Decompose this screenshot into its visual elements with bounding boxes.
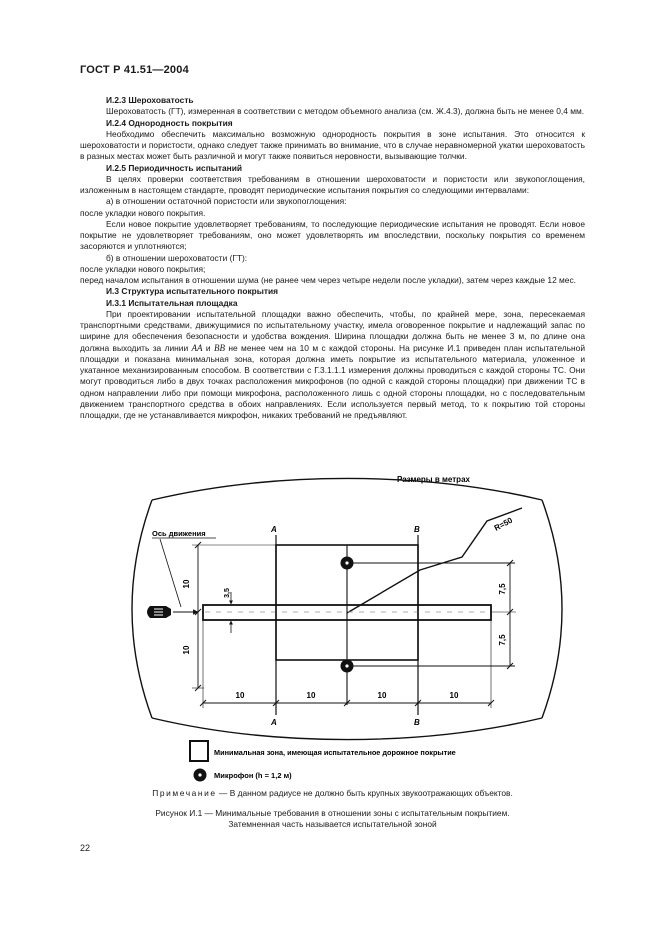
line-bb-ref: ВВ [214,342,225,353]
zone-strip [203,605,491,620]
dim-tick [488,700,494,706]
legend-microphone-dot [198,773,201,776]
section-heading: И.2.3 Шероховатость [106,95,194,105]
microphone-top-dot [345,561,348,564]
legend-zone-icon [190,741,208,761]
radius-arc-bottom [152,718,542,740]
paragraph-text: При проектировании испытательной площадки важно обеспечить, чтобы, по крайней мере, зона, пересекаемая транспортными средствами, движущимися по испытательному участку, имела оговоренное покрытие и надлежащий запас по ширине для обеспечения безопасности и удобства вождения. Ширина площадки должна быть не менее 3 м, по длине она должна выходить за линии [80,308,585,353]
microphone-top-icon [341,557,354,570]
section-heading: И.3.1 Испытательная площадка [106,297,238,308]
page-number: 22 [80,843,91,853]
legend-microphone-label: Микрофон (h = 1,2 м) [214,771,292,780]
dim-tick [195,685,201,691]
paragraph: а) в отношении остаточной пористости или звукопоглощения: [106,196,347,207]
dim-bottom-label-4: 10 [449,691,459,700]
section-heading: И.2.5 Периодичность испытаний [106,162,243,173]
radius-leader [347,508,522,613]
document-header: ГОСТ Р 41.51—2004 [80,64,189,76]
dim-tick [507,560,513,566]
radius-arc-left [132,500,152,718]
axis-label: Ось движения [152,529,206,538]
paragraph: В целях проверки соответствия требованиям в отношении шероховатости и пористости или звукопоглощения, изложенным в настоящем стандарте, проводят периодические испытания покрытия со следующими интервалами: [80,173,585,195]
dim-right-bottom-label: 7,5 [498,634,507,646]
paragraph: Шероховатость (ГТ), измеренная в соответствии с методом объемного анализа (см. Ж.4.3), должна быть не менее 0,4 мм. [106,106,585,117]
dim-left-bottom-label: 10 [182,645,191,655]
radius-label: R=50 [492,515,515,533]
microphone-bottom-dot [345,664,348,667]
paragraph: перед началом испытания в отношении шума (не ранее чем через четыре недели после укладки), затем через каждые 12 мес. [80,275,576,285]
radius-arc-right [542,500,562,718]
paragraph-text: не менее чем на 10 м с каждой стороны. На рисунке И.1 приведен план испытательной площадки и показана минимальная зона, которая должна иметь покрытие из испытательного материала, уложенное и укатанное механизированным способом. В соответствии с Г.3.1.1.1 измерения должны проводиться с каждой стороны ТС. Они могут проводиться либо в двух точках расположения микрофонов (по одной с каждой стороны площадки) при движении ТС в одном направлении либо при помощи микрофона, расположенного лишь с одной стороны площадки, но с последовательным движением транспортного средства в обоих направлениях. Если используется первый метод, то к покрытию той стороны площадки, где не устанавливается микрофон, никаких требований не предъявляют. [80,342,585,420]
caption-line-2: Затемненная часть называется испытательной зоной [228,819,437,829]
dim-strip-label: 3,5 [224,588,231,598]
line-b-bottom-label: В [414,718,420,727]
dim-left-top-label: 10 [182,579,191,589]
caption-line-1: Рисунок И.1 — Минимальные требования в отношении зоны с испытательным покрытием. [155,808,510,818]
dim-tick [507,609,513,615]
paragraph: б) в отношении шероховатости (ГТ): [106,252,248,263]
dim-tick [415,700,421,706]
dim-tick [195,609,201,615]
paragraph-test-site [80,309,585,422]
radius-arc-top [152,478,542,500]
note-prefix: Примечание [152,788,217,798]
paragraph: Необходимо обеспечить максимально возможную однородность покрытия в зоне испытания. Это относится к шероховатости и пористости, однако следует также принимать во внимание, что в случае неравномерной укатки шероховатость в разных местах может быть различной и могут также появиться неровности, вызывающие толчки. [80,128,585,162]
line-aa-ref: АА [191,342,203,353]
section-heading: И.2.4 Однородность покрытия [106,117,233,128]
note-text: — В данном радиусе не должно быть крупных звукоотражающих объектов. [216,788,513,798]
paragraph-list [80,95,585,309]
line-a-top-label: А [271,525,277,534]
line-a-bottom-label: А [271,718,277,727]
paragraph: после укладки нового покрытия. [80,207,206,218]
dim-right-top-label: 7,5 [498,583,507,595]
vehicle-icon [147,606,171,618]
body-text [80,95,585,421]
paragraph: Если новое покрытие удовлетворяет требованиям, то последующие периодические испытания не проводят. Если новое покрытие не удовлетворяет требованиям, оно может удовлетворять им впоследствии, поскольку покрытия со временем засоряются и уплотняются; [80,218,585,252]
dim-tick [195,542,201,548]
dim-tick [273,700,279,706]
dim-bottom-label-3: 10 [377,691,387,700]
section-heading: И.3 Структура испытательного покрытия [106,286,279,297]
legend-zone-label: Минимальная зона, имеющая испытательное дорожное покрытие [214,748,456,757]
zone-central [276,545,418,660]
figure-note [80,788,585,798]
figure-caption [80,808,585,830]
legend-microphone-icon [194,769,207,782]
dim-bottom-label-1: 10 [235,691,245,700]
dim-tick [507,663,513,669]
units-label: Размеры в метрах [397,475,470,484]
paragraph-text: и [205,342,211,353]
dim-tick [200,700,206,706]
line-b-top-label: В [414,525,420,534]
microphone-bottom-icon [341,660,354,673]
dim-tick [344,700,350,706]
dim-bottom-label-2: 10 [306,691,316,700]
paragraph: после укладки нового покрытия; [80,263,206,274]
axis-leader [160,539,181,607]
